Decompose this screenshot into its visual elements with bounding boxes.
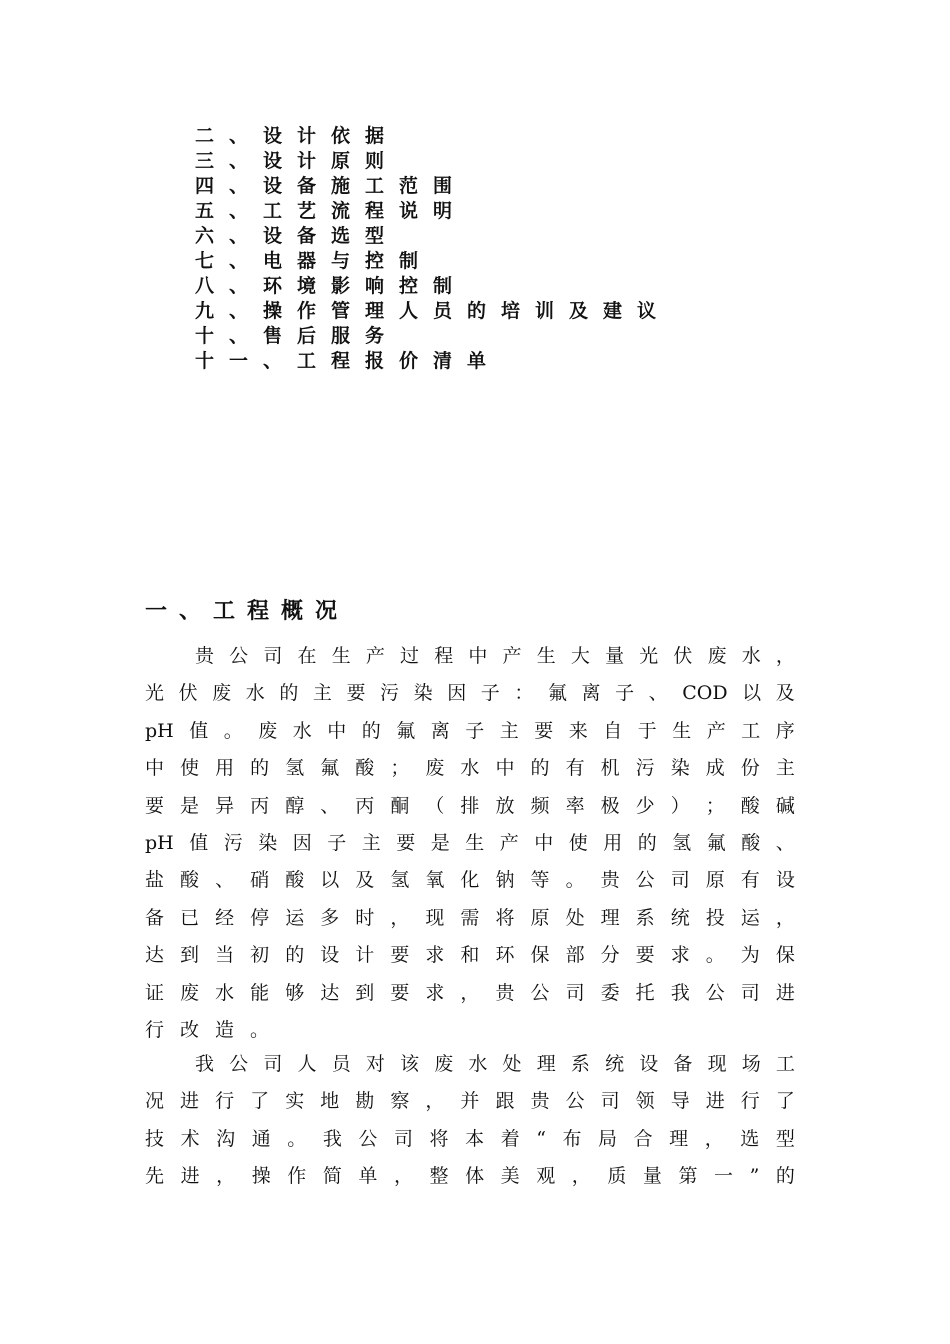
toc-item[interactable]: 八、环境影响控制 <box>195 275 468 297</box>
text-line: 贵 公 司 在 生 产 过 程 中 产 生 大 量 光 伏 废 水 ， <box>195 645 795 667</box>
section-heading: 一、工程概况 <box>145 599 350 624</box>
paragraph-2 <box>145 1046 795 1196</box>
text-line: 中 使 用 的 氢 氟 酸 ； 废 水 中 的 有 机 污 染 成 份 主 <box>145 757 795 780</box>
text-line: pH 值 。 废 水 中 的 氟 离 子 主 要 来 自 于 生 产 工 序 <box>145 719 795 742</box>
text-line: 盐 酸 、 硝 酸 以 及 氢 氧 化 钠 等 。 贵 公 司 原 有 设 <box>145 869 795 892</box>
toc-item[interactable]: 六、设备选型 <box>195 225 400 247</box>
toc-item[interactable]: 二、设计依据 <box>195 125 400 147</box>
toc-item[interactable]: 四、设备施工范围 <box>195 175 468 197</box>
toc-item[interactable]: 七、电器与控制 <box>195 250 434 272</box>
toc-item[interactable]: 十一、工程报价清单 <box>195 350 502 372</box>
text-line: 证 废 水 能 够 达 到 要 求 ， 贵 公 司 委 托 我 公 司 进 <box>145 981 795 1004</box>
paragraph-1 <box>145 638 795 1049</box>
text-line: 先 进 ， 操 作 简 单 ， 整 体 美 观 ， 质 量 第 一 ” 的 <box>145 1165 795 1188</box>
text-line: 备 已 经 停 运 多 时 ， 现 需 将 原 处 理 系 统 投 运 ， <box>145 906 795 929</box>
text-line: 达 到 当 初 的 设 计 要 求 和 环 保 部 分 要 求 。 为 保 <box>145 944 795 967</box>
text-line: 我 公 司 人 员 对 该 废 水 处 理 系 统 设 备 现 场 工 <box>195 1053 795 1075</box>
table-of-contents <box>195 124 755 374</box>
text-line: pH 值 污 染 因 子 主 要 是 生 产 中 使 用 的 氢 氟 酸 、 <box>145 831 795 854</box>
toc-item[interactable]: 十、售后服务 <box>195 325 400 347</box>
text-line: 况 进 行 了 实 地 勘 察 ， 并 跟 贵 公 司 领 导 进 行 了 <box>145 1090 795 1113</box>
text-line: 行 改 造 。 <box>145 1018 270 1041</box>
toc-item[interactable]: 五、工艺流程说明 <box>195 200 468 222</box>
text-line: 要 是 异 丙 醇 、 丙 酮 （ 排 放 频 率 极 少 ） ； 酸 碱 <box>145 794 795 817</box>
toc-item[interactable]: 三、设计原则 <box>195 150 400 172</box>
text-line: 光 伏 废 水 的 主 要 污 染 因 子 ： 氟 离 子 、 COD 以 及 <box>145 682 795 705</box>
toc-item[interactable]: 九、操作管理人员的培训及建议 <box>195 300 672 322</box>
text-line: 技 术 沟 通 。 我 公 司 将 本 着 “ 布 局 合 理 ， 选 型 <box>145 1127 795 1150</box>
